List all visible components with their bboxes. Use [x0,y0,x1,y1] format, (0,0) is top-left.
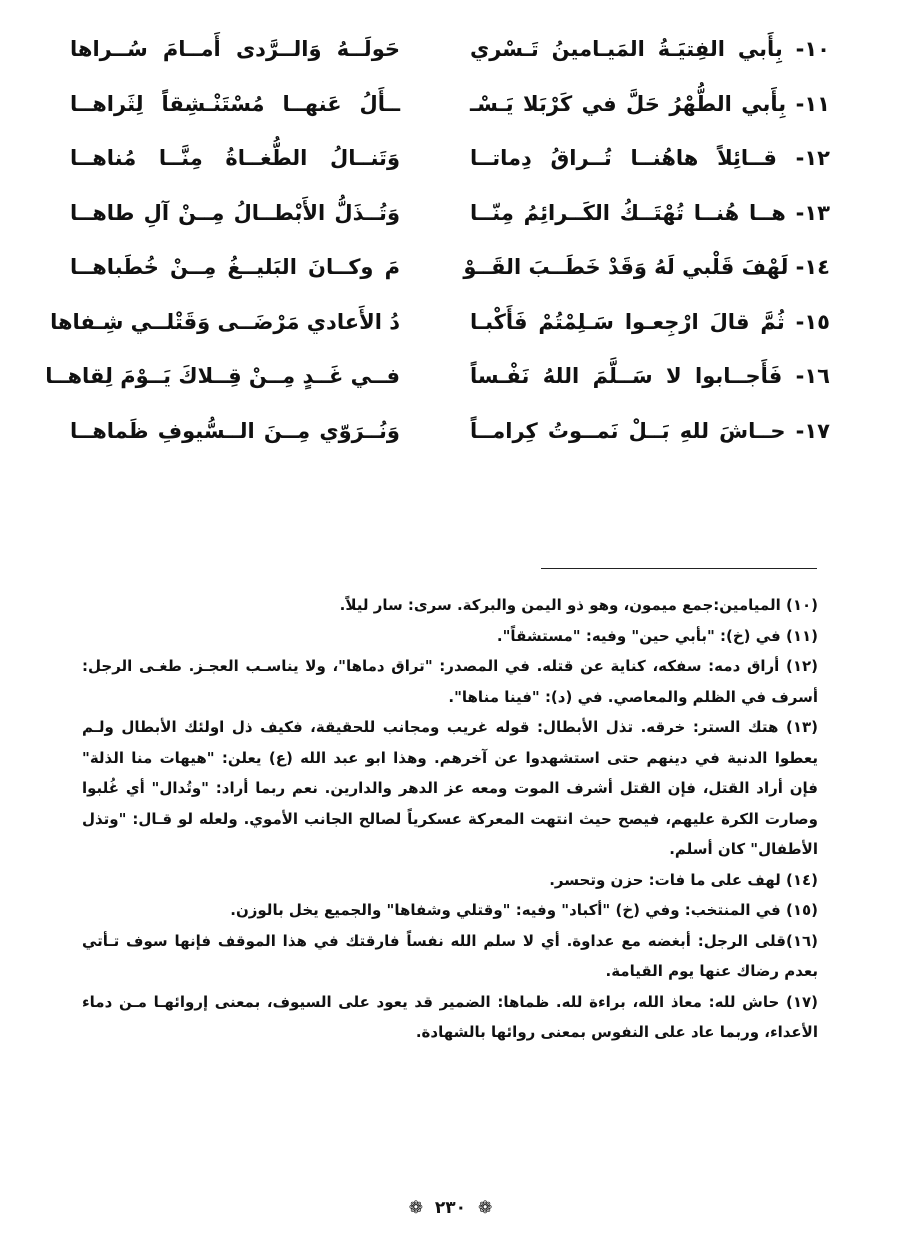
ornament-icon: ❁ [408,1198,423,1218]
verse-line [45,349,830,404]
footnote: (١٥) في المنتخب: وفي (خ) "أكباد" وفيه: "وقتلي وشفاها" والجميع يخل بالوزن. [230,901,818,919]
verse-first-hemistich: ١٢- قــائِلاً هاهُنــا تُــراقُ دِماتــا [470,146,830,171]
verse-second-hemistich: وَتَنــالُ الطُّغــاةُ مِنَّــا مُناهــا [70,146,400,171]
footnote: (١٧) حاش لله: معاذ الله، براءة لله. ظماها: الضمير قد يعود على السيوف، بمعنى إروائهـا مـن دماء الأعداء، وربما عاد على النفوس بمعنى روائها بالشهادة. [82,992,818,1041]
verse-line [70,131,830,186]
verse-line [70,186,830,241]
verse-first-hemistich: ١٤- لَهْفَ قَلْبي لَهُ وَقَدْ خَطَــبَ القَــوْ [463,255,830,280]
verse-line [70,404,830,459]
verse-second-hemistich: دُ الأَعادي مَرْضَــى وَقَتْلــي شِـفاها [50,309,400,334]
footnotes [82,590,818,1048]
verse-second-hemistich: ــأَلُ عَنهــا مُسْتَنْـشِقاً لِثَراهــا [70,91,400,116]
verse-first-hemistich: ١٣- هــا هُنــا تُهْتَــكُ الكَــرائِمُ مِنّــا [470,200,830,225]
footnote: (١١) في (خ): "بأبي حين" وفيه: "مستشقاً". [496,626,818,645]
verse-first-hemistich: ١٦- فَأَجــابوا لا سَــلَّمَ اللهُ نَفْـساً [470,364,830,389]
verse-line [70,22,830,77]
verse-first-hemistich: ١٠- بِأَبي الفِتيَـةُ المَيـامينُ تَـسْري [470,37,830,62]
footnote: (١٢) أراق دمه: سفكه، كناية عن قتله. في المصدر: "تراق دماها"، ولا يناسـب العجـز. طغـى الرجل: أسرف في الظلم والمعاصي. في (د): "فينا مناها". [82,657,818,706]
verse-line [70,240,830,295]
verse-second-hemistich: وَنُــرَوّي مِــنَ الــسُّيوفِ ظَماهــا [70,418,400,443]
footnote-separator [541,568,817,569]
verse-line [70,77,830,132]
page-number: ٢٣٠ [434,1198,467,1218]
verse-first-hemistich: ١١- بِأَبي الطُّهْرُ حَلَّ في كَرْبَلا يَـسْـ [470,91,830,116]
verse-second-hemistich: وَتُــذَلُّ الأَبْطــالُ مِــنْ آلِ طاهــا [70,200,400,225]
verse-first-hemistich: ١٥- ثُمَّ قالَ ارْجِعـوا سَـلِمْتُمْ فَأَكْبـا [470,309,830,334]
verse-first-hemistich: ١٧- حــاشَ للهِ بَــلْ نَمــوتُ كِرامــاً [470,418,830,443]
verse-second-hemistich: حَولَــهُ وَالــرَّدى أَمــامَ سُــراها [70,37,400,62]
verse-line [50,295,830,350]
verse-second-hemistich: فــي غَــدٍ مِــنْ قِــلاكَ يَــوْمَ لِقاهــا [45,364,400,389]
footnote: (١٠) الميامين:جمع ميمون، وهو ذو اليمن والبركة. سرى: سار ليلاً. [339,596,818,614]
poem-verses [45,22,830,458]
page-number-footer [0,1198,901,1218]
verse-second-hemistich: مَ وكــانَ البَليــغُ مِــنْ خُطَباهــا [70,255,400,280]
ornament-icon: ❁ [477,1198,493,1218]
footnote: (١٣) هتك الستر: خرقه. تذل الأبطال: قوله غريب ومجانب للحقيقة، فكيف ذل اولئك الأبطال ولـم يعطوا الدنية في دينهم حتى استشهدوا عن آخرهم. وهذا ابو عبد الله (ع) يعلن: "هيهات منا الذلة" فإن أراد القتل، فإن القتل أشرف الموت ومعه عز الدهر والدارين. نعم ربما أراد: "وتُدال" أي غُلبوا وصارت الكرة عليهم، فيصح حيث انتهت المعركة عسكرياً لصالح الجانب الأموي. ولعله لو قـال: "وتذل الأطفال" كان أسلم. [82,718,818,858]
footnote: (١٤) لهف على ما فات: حزن وتحسر. [549,870,818,889]
footnote: (١٦)قلى الرجل: أبغضه مع عداوة. أي لا سلم الله نفساً فارقتك في هذا الموقف فإنها سوف تـأتي بعدم رضاك عنها يوم القيامة. [82,931,818,980]
